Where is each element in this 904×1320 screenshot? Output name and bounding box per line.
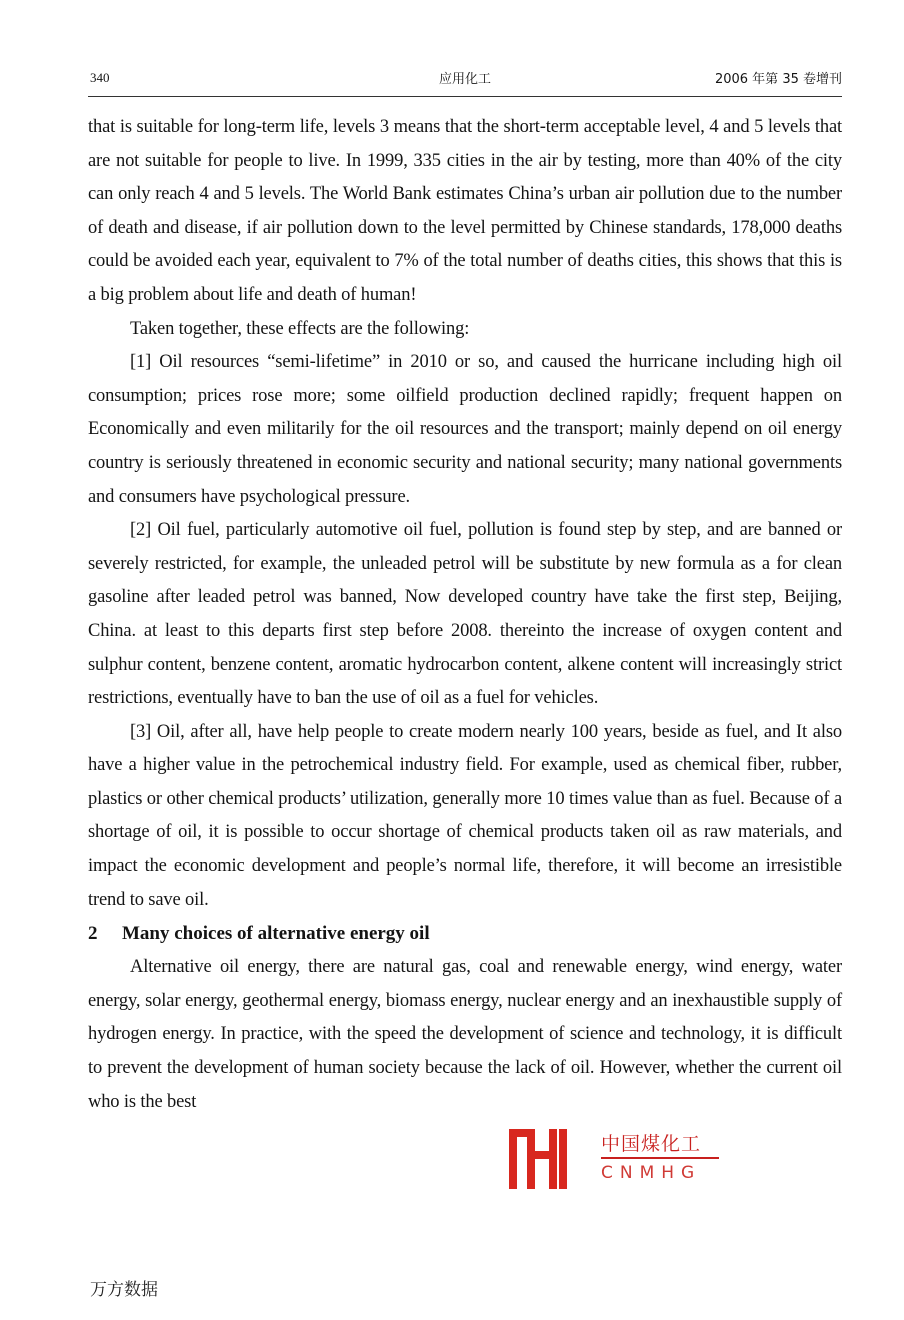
page-number: 340 xyxy=(90,70,110,85)
section-title: Many choices of alternative energy oil xyxy=(122,923,430,945)
paragraph-summary: Taken together, these effects are the following: xyxy=(130,318,470,339)
watermark-english-text: CNMHG xyxy=(601,1163,702,1183)
journal-title: 应用化工 xyxy=(438,72,491,87)
section-number: 2 xyxy=(88,923,98,945)
paragraph-item-2: [2] Oil fuel, particularly automotive oil fuel, pollution is found step by step, and are banned or severely restricted, for example, the unleaded petrol will be substitute by new formula as a for clean gasoline after leaded petrol was banned, Now developed country have take the first step, Beijing, China. at least to this departs first step before 2008. thereinto the increase of oxygen content and sulphur content, benzene content, aromatic hydrocarbon content, alkene content will increasingly strict restrictions, eventually have to ban the use of oil as a fuel for vehicles. xyxy=(88,520,842,709)
header-rule xyxy=(88,96,842,97)
cnmhg-logo-icon xyxy=(509,1129,567,1189)
footer-source: 万方数据 xyxy=(90,1280,158,1300)
running-header xyxy=(88,62,842,96)
paragraph-item-3: [3] Oil, after all, have help people to create modern nearly 100 years, beside as fuel, and It also have a higher value in the petrochemical industry field. For example, used as chemical fiber, rubber, plastics or other chemical products’ utilization, generally more 10 times value than as fuel. Because of a shortage of oil, it is possible to occur shortage of chemical products taken oil as raw materials, and impact the economic development and people’s normal life, therefore, it will become an irresistible trend to save oil. xyxy=(88,721,842,910)
watermark-logo xyxy=(509,1129,739,1189)
watermark-chinese-text: 中国煤化工 xyxy=(601,1133,702,1155)
paragraph-item-1: [1] Oil resources “semi-lifetime” in 2010 or so, and caused the hurricane including high oil consumption; prices rose more; some oilfield production declined rapidly; frequent happen on Economically and even militarily for the oil resources and the transport; mainly depend on oil energy country is seriously threatened in economic security and national security; many national governments and consumers have psychological pressure. xyxy=(88,352,842,507)
section-paragraph: Alternative oil energy, there are natural gas, coal and renewable energy, wind energy, water energy, solar energy, geothermal energy, biomass energy, nuclear energy and an inexhaustible supply of hydrogen energy. In practice, with the speed the development of science and technology, it is difficult to prevent the development of human society because the lack of oil. However, whether the current oil who is the best xyxy=(88,957,842,1112)
paragraph-continued: that is suitable for long-term life, levels 3 means that the short-term acceptable level, 4 and 5 levels that are not suitable for people to live. In 1999, 335 cities in the air by testing, more than 40% of the city can only reach 4 and 5 levels. The World Bank estimates China’s urban air pollution due to the number of death and disease, if air pollution down to the level permitted by Chinese standards, 178,000 deaths could be avoided each year, equivalent to 7% of the total number of deaths cities, this shows that this is a big problem about life and death of human! xyxy=(88,117,842,305)
watermark-divider xyxy=(601,1157,719,1159)
section-heading xyxy=(88,917,842,951)
issue-info: 2006 年第 35 卷增刊 xyxy=(714,72,842,87)
article-body xyxy=(88,111,842,1119)
